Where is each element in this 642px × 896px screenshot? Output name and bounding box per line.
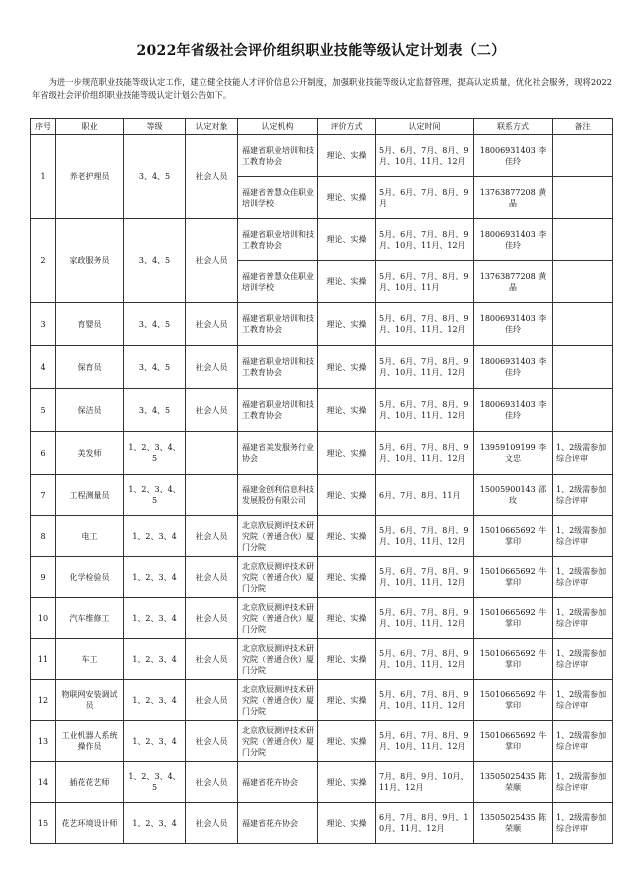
cell-target: 社会人员 bbox=[186, 721, 238, 762]
cell-method: 理论、实操 bbox=[318, 680, 376, 721]
cell-time: 5月、6月、7月、8月、9月、10月、11月、12月 bbox=[376, 432, 474, 475]
table-row bbox=[31, 389, 613, 432]
cell-time: 6月、7月、8月、9月、10月、11月、12月 bbox=[376, 803, 474, 844]
cell-org: 北京欣辰测评技术研究院（普通合伙）厦门分院 bbox=[238, 639, 318, 680]
cell-time: 5月、6月、7月、8月、9月、10月、11月、12月 bbox=[376, 135, 474, 177]
cell-contact: 15005900143 邵玫 bbox=[474, 475, 553, 516]
cell-contact: 13763877208 黄晶 bbox=[474, 261, 553, 303]
cell-method: 理论、实操 bbox=[318, 219, 376, 261]
cell-no: 10 bbox=[31, 598, 56, 639]
cell-contact: 15010665692 牛掌印 bbox=[474, 639, 553, 680]
cell-occupation: 工程测量员 bbox=[56, 475, 124, 516]
cell-level: 1、2、3、4 bbox=[124, 721, 186, 762]
cell-method: 理论、实操 bbox=[318, 389, 376, 432]
cell-time: 5月、6月、7月、8月、9月、10月、11月 bbox=[376, 261, 474, 303]
plan-table bbox=[30, 118, 613, 844]
cell-target: 社会人员 bbox=[186, 762, 238, 803]
cell-contact: 15010665692 牛掌印 bbox=[474, 516, 553, 557]
table-row bbox=[31, 475, 613, 516]
cell-contact: 18006931403 李佳玲 bbox=[474, 303, 553, 346]
cell-method: 理论、实操 bbox=[318, 721, 376, 762]
cell-level: 1、2、3、4 bbox=[124, 557, 186, 598]
cell-level: 3、4、5 bbox=[124, 303, 186, 346]
header-level: 等级 bbox=[124, 119, 186, 135]
cell-target bbox=[186, 432, 238, 475]
cell-contact: 13505025435 陈荣顺 bbox=[474, 803, 553, 844]
cell-method: 理论、实操 bbox=[318, 516, 376, 557]
cell-note bbox=[553, 135, 613, 177]
cell-occupation: 育婴员 bbox=[56, 303, 124, 346]
cell-no: 2 bbox=[31, 219, 56, 303]
table-row bbox=[31, 721, 613, 762]
cell-time: 5月、6月、7月、8月、9月、10月、11月、12月 bbox=[376, 598, 474, 639]
header-org: 认定机构 bbox=[238, 119, 318, 135]
cell-occupation: 插花花艺师 bbox=[56, 762, 124, 803]
cell-no: 7 bbox=[31, 475, 56, 516]
cell-org: 福建省花卉协会 bbox=[238, 803, 318, 844]
cell-method: 理论、实操 bbox=[318, 475, 376, 516]
cell-no: 11 bbox=[31, 639, 56, 680]
cell-time: 5月、6月、7月、8月、9月、10月、11月、12月 bbox=[376, 557, 474, 598]
cell-note: 1、2级需参加综合评审 bbox=[553, 598, 613, 639]
page-title: 2022年省级社会评价组织职业技能等级认定计划表（二） bbox=[136, 43, 506, 59]
cell-method: 理论、实操 bbox=[318, 557, 376, 598]
cell-note: 1、2级需参加综合评审 bbox=[553, 721, 613, 762]
cell-contact: 15010665692 牛掌印 bbox=[474, 598, 553, 639]
cell-note: 1、2级需参加综合评审 bbox=[553, 557, 613, 598]
cell-target: 社会人员 bbox=[186, 557, 238, 598]
cell-contact: 18006931403 李佳玲 bbox=[474, 219, 553, 261]
table-row bbox=[31, 803, 613, 844]
cell-level: 1、2、3、4 bbox=[124, 598, 186, 639]
header-method: 评价方式 bbox=[318, 119, 376, 135]
cell-time: 7月、8月、9月、10月、11月、12月 bbox=[376, 762, 474, 803]
cell-level: 3、4、5 bbox=[124, 135, 186, 219]
header-contact: 联系方式 bbox=[474, 119, 553, 135]
cell-note bbox=[553, 177, 613, 219]
cell-target: 社会人员 bbox=[186, 680, 238, 721]
cell-note: 1、2级需参加综合评审 bbox=[553, 639, 613, 680]
cell-method: 理论、实操 bbox=[318, 639, 376, 680]
cell-target bbox=[186, 475, 238, 516]
cell-note: 1、2级需参加综合评审 bbox=[553, 516, 613, 557]
cell-time: 5月、6月、7月、8月、9月、10月、11月、12月 bbox=[376, 389, 474, 432]
cell-occupation: 家政服务员 bbox=[56, 219, 124, 303]
cell-org: 福建省职业培训和技工教育协会 bbox=[238, 303, 318, 346]
cell-target: 社会人员 bbox=[186, 303, 238, 346]
table-row bbox=[31, 516, 613, 557]
cell-org: 福建省职业培训和技工教育协会 bbox=[238, 135, 318, 177]
cell-contact: 13959109199 李文忠 bbox=[474, 432, 553, 475]
table-row bbox=[31, 762, 613, 803]
header-time: 认定时间 bbox=[376, 119, 474, 135]
cell-no: 5 bbox=[31, 389, 56, 432]
cell-no: 1 bbox=[31, 135, 56, 219]
table-row bbox=[31, 135, 613, 177]
cell-method: 理论、实操 bbox=[318, 432, 376, 475]
header-occupation: 职业 bbox=[56, 119, 124, 135]
cell-level: 3、4、5 bbox=[124, 219, 186, 303]
cell-level: 1、2、3、4、5 bbox=[124, 762, 186, 803]
cell-method: 理论、实操 bbox=[318, 135, 376, 177]
cell-time: 5月、6月、7月、8月、9月、10月、11月、12月 bbox=[376, 680, 474, 721]
header-target: 认定对象 bbox=[186, 119, 238, 135]
cell-contact: 15010665692 牛掌印 bbox=[474, 721, 553, 762]
cell-note: 1、2级需参加综合评审 bbox=[553, 432, 613, 475]
cell-occupation: 工业机器人系统操作员 bbox=[56, 721, 124, 762]
cell-no: 6 bbox=[31, 432, 56, 475]
cell-occupation: 保育员 bbox=[56, 346, 124, 389]
cell-occupation: 汽车维修工 bbox=[56, 598, 124, 639]
cell-method: 理论、实操 bbox=[318, 303, 376, 346]
cell-org: 北京欣辰测评技术研究院（普通合伙）厦门分院 bbox=[238, 721, 318, 762]
cell-no: 13 bbox=[31, 721, 56, 762]
cell-target: 社会人员 bbox=[186, 219, 238, 303]
cell-method: 理论、实操 bbox=[318, 598, 376, 639]
cell-org: 北京欣辰测评技术研究院（普通合伙）厦门分院 bbox=[238, 680, 318, 721]
cell-method: 理论、实操 bbox=[318, 762, 376, 803]
cell-no: 4 bbox=[31, 346, 56, 389]
cell-target: 社会人员 bbox=[186, 516, 238, 557]
cell-target: 社会人员 bbox=[186, 346, 238, 389]
cell-org: 福建省普慧众佳职业培训学校 bbox=[238, 261, 318, 303]
cell-contact: 13505025435 陈荣顺 bbox=[474, 762, 553, 803]
cell-occupation: 物联网安装调试员 bbox=[56, 680, 124, 721]
intro-paragraph: 为进一步规范职业技能等级认定工作，建立健全技能人才评价信息公开制度，加强职业技能等级认定监督管理，提高认定质量，优化社会服务，现将2022年省级社会评价组织职业技能等级认定计划公告如下。 bbox=[32, 77, 612, 100]
cell-occupation: 化学检验员 bbox=[56, 557, 124, 598]
cell-occupation: 电工 bbox=[56, 516, 124, 557]
cell-org: 福建省职业培训和技工教育协会 bbox=[238, 389, 318, 432]
cell-note: 1、2级需参加综合评审 bbox=[553, 803, 613, 844]
cell-org: 福建省职业培训和技工教育协会 bbox=[238, 219, 318, 261]
cell-method: 理论、实操 bbox=[318, 177, 376, 219]
cell-method: 理论、实操 bbox=[318, 261, 376, 303]
cell-time: 5月、6月、7月、8月、9月、10月、11月、12月 bbox=[376, 516, 474, 557]
cell-org: 福建金创利信息科技发展股份有限公司 bbox=[238, 475, 318, 516]
cell-org: 北京欣辰测评技术研究院（普通合伙）厦门分院 bbox=[238, 598, 318, 639]
cell-note: 1、2级需参加综合评审 bbox=[553, 680, 613, 721]
cell-no: 12 bbox=[31, 680, 56, 721]
cell-time: 5月、6月、7月、8月、9月、10月、11月、12月 bbox=[376, 219, 474, 261]
table-row bbox=[31, 303, 613, 346]
cell-level: 3、4、5 bbox=[124, 389, 186, 432]
cell-contact: 15010665692 牛掌印 bbox=[474, 557, 553, 598]
cell-time: 5月、6月、7月、8月、9月 bbox=[376, 177, 474, 219]
cell-level: 1、2、3、4 bbox=[124, 639, 186, 680]
cell-org: 福建省花卉协会 bbox=[238, 762, 318, 803]
cell-occupation: 花艺环境设计师 bbox=[56, 803, 124, 844]
cell-contact: 18006931403 李佳玲 bbox=[474, 135, 553, 177]
cell-time: 6月、7月、8月、11月 bbox=[376, 475, 474, 516]
table-row bbox=[31, 557, 613, 598]
table-header-row bbox=[31, 119, 613, 135]
cell-note bbox=[553, 219, 613, 261]
cell-org: 福建省普慧众佳职业培训学校 bbox=[238, 177, 318, 219]
table-row bbox=[31, 432, 613, 475]
cell-time: 5月、6月、7月、8月、9月、10月、11月、12月 bbox=[376, 721, 474, 762]
cell-occupation: 保洁员 bbox=[56, 389, 124, 432]
cell-occupation: 美发师 bbox=[56, 432, 124, 475]
cell-method: 理论、实操 bbox=[318, 803, 376, 844]
table-row bbox=[31, 639, 613, 680]
cell-target: 社会人员 bbox=[186, 803, 238, 844]
cell-level: 1、2、3、4 bbox=[124, 680, 186, 721]
cell-org: 福建省美发服务行业协会 bbox=[238, 432, 318, 475]
cell-target: 社会人员 bbox=[186, 389, 238, 432]
cell-no: 15 bbox=[31, 803, 56, 844]
cell-contact: 18006931403 李佳玲 bbox=[474, 389, 553, 432]
cell-time: 5月、6月、7月、8月、9月、10月、11月、12月 bbox=[376, 639, 474, 680]
cell-org: 福建省职业培训和技工教育协会 bbox=[238, 346, 318, 389]
cell-org: 北京欣辰测评技术研究院（普通合伙）厦门分院 bbox=[238, 557, 318, 598]
cell-time: 5月、6月、7月、8月、9月、10月、11月、12月 bbox=[376, 303, 474, 346]
table-row bbox=[31, 680, 613, 721]
cell-level: 1、2、3、4、5 bbox=[124, 475, 186, 516]
cell-note bbox=[553, 261, 613, 303]
cell-org: 北京欣辰测评技术研究院（普通合伙）厦门分院 bbox=[238, 516, 318, 557]
cell-contact: 15010665692 牛掌印 bbox=[474, 680, 553, 721]
cell-level: 1、2、3、4 bbox=[124, 803, 186, 844]
cell-note bbox=[553, 303, 613, 346]
cell-note bbox=[553, 346, 613, 389]
table-row bbox=[31, 598, 613, 639]
cell-contact: 18006931403 李佳玲 bbox=[474, 346, 553, 389]
table-body bbox=[31, 135, 613, 844]
cell-occupation: 车工 bbox=[56, 639, 124, 680]
cell-contact: 13763877208 黄晶 bbox=[474, 177, 553, 219]
cell-note: 1、2级需参加综合评审 bbox=[553, 762, 613, 803]
cell-no: 14 bbox=[31, 762, 56, 803]
cell-note: 1、2级需参加综合评审 bbox=[553, 475, 613, 516]
cell-target: 社会人员 bbox=[186, 598, 238, 639]
cell-target: 社会人员 bbox=[186, 639, 238, 680]
table-row bbox=[31, 346, 613, 389]
cell-level: 1、2、3、4、5 bbox=[124, 432, 186, 475]
cell-method: 理论、实操 bbox=[318, 346, 376, 389]
cell-no: 9 bbox=[31, 557, 56, 598]
header-no: 序号 bbox=[31, 119, 56, 135]
cell-no: 3 bbox=[31, 303, 56, 346]
cell-no: 8 bbox=[31, 516, 56, 557]
table-row bbox=[31, 219, 613, 261]
cell-target: 社会人员 bbox=[186, 135, 238, 219]
cell-level: 3、4、5 bbox=[124, 346, 186, 389]
cell-occupation: 养老护理员 bbox=[56, 135, 124, 219]
header-note: 备注 bbox=[553, 119, 613, 135]
cell-note bbox=[553, 389, 613, 432]
cell-time: 5月、6月、7月、8月、9月、10月、11月、12月 bbox=[376, 346, 474, 389]
cell-level: 1、2、3、4 bbox=[124, 516, 186, 557]
